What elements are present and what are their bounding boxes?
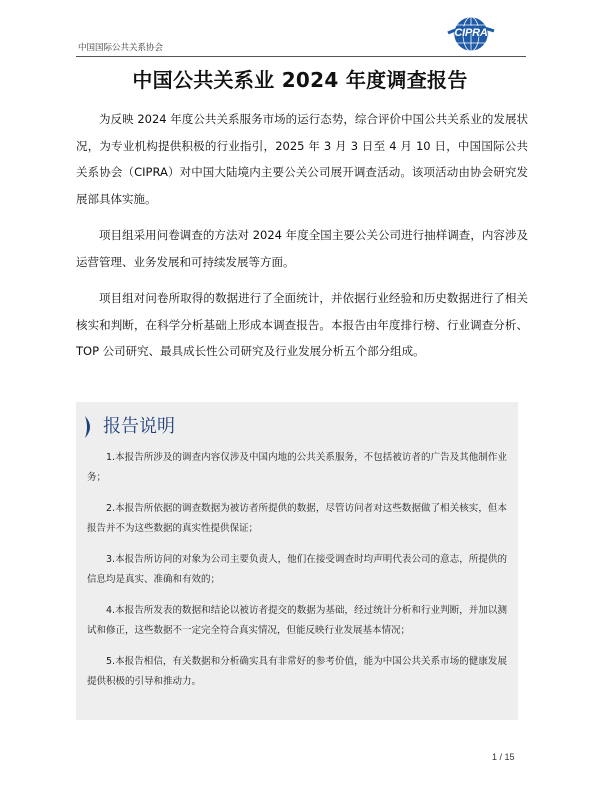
section-marker-icon [84,416,95,438]
note-item: 4.本报告所发表的数据和结论以被访者提交的数据为基础，经过统计分析和行业判断，并加以测试和修正，这些数据不一定完全符合真实情况，但能反映行业发展基本情况； [87,605,507,636]
note-item: 1.本报告所涉及的调查内容仅涉及中国内地的公共关系服务，不包括被访者的广告及其他制作业务； [87,452,507,483]
header-org-name: 中国国际公共关系协会 [78,43,164,53]
header-divider [76,56,526,57]
note-item: 2.本报告所依据的调查数据为被访者所提供的数据，尽管访问者对这些数据做了相关核实，但本报告并不为这些数据的真实性提供保证； [87,503,507,534]
notes-heading: 报告说明 [103,416,175,437]
intro-section [76,106,528,375]
page-number: 1 / 15 [492,752,515,762]
intro-paragraph: 项目组对问卷所取得的数据进行了全面统计，并依据行业经验和历史数据进行了相关核实和判断，在科学分析基础上形成本调查报告。本报告由年度排行榜、行业调查分析、TOP 公司研究、最具成长性公司研究及行业发展分析五个部分组成。 [76,291,528,358]
cipra-logo [446,14,496,54]
intro-paragraph: 项目组采用问卷调查的方法对 2024 年度全国主要公关公司进行抽样调查，内容涉及运营管理、业务发展和可持续发展等方面。 [76,228,528,269]
notes-list [87,448,507,703]
report-title: 中国公共关系业 2024 年度调查报告 [132,68,468,92]
report-notes-box [76,402,518,720]
note-item: 3.本报告所访问的对象为公司主要负责人，他们在接受调查时均声明代表公司的意志，所提供的信息均是真实、准确和有效的； [87,554,507,585]
intro-paragraph: 为反映 2024 年度公共关系服务市场的运行态势，综合评价中国公共关系业的发展状况，为专业机构提供积极的行业指引，2025 年 3 月 3 日至 4 月 10 日，中国国际公共关系协会（CIPRA）对中国大陆境内主要公关公司展开调查活动。该项活动由协会研究发展部具体实施。 [76,112,528,206]
note-item: 5.本报告相信，有关数据和分析确实具有非常好的参考价值，能为中国公共关系市场的健康发展提供积极的引导和推动力。 [87,656,507,687]
logo-text: CIPRA [454,27,488,39]
